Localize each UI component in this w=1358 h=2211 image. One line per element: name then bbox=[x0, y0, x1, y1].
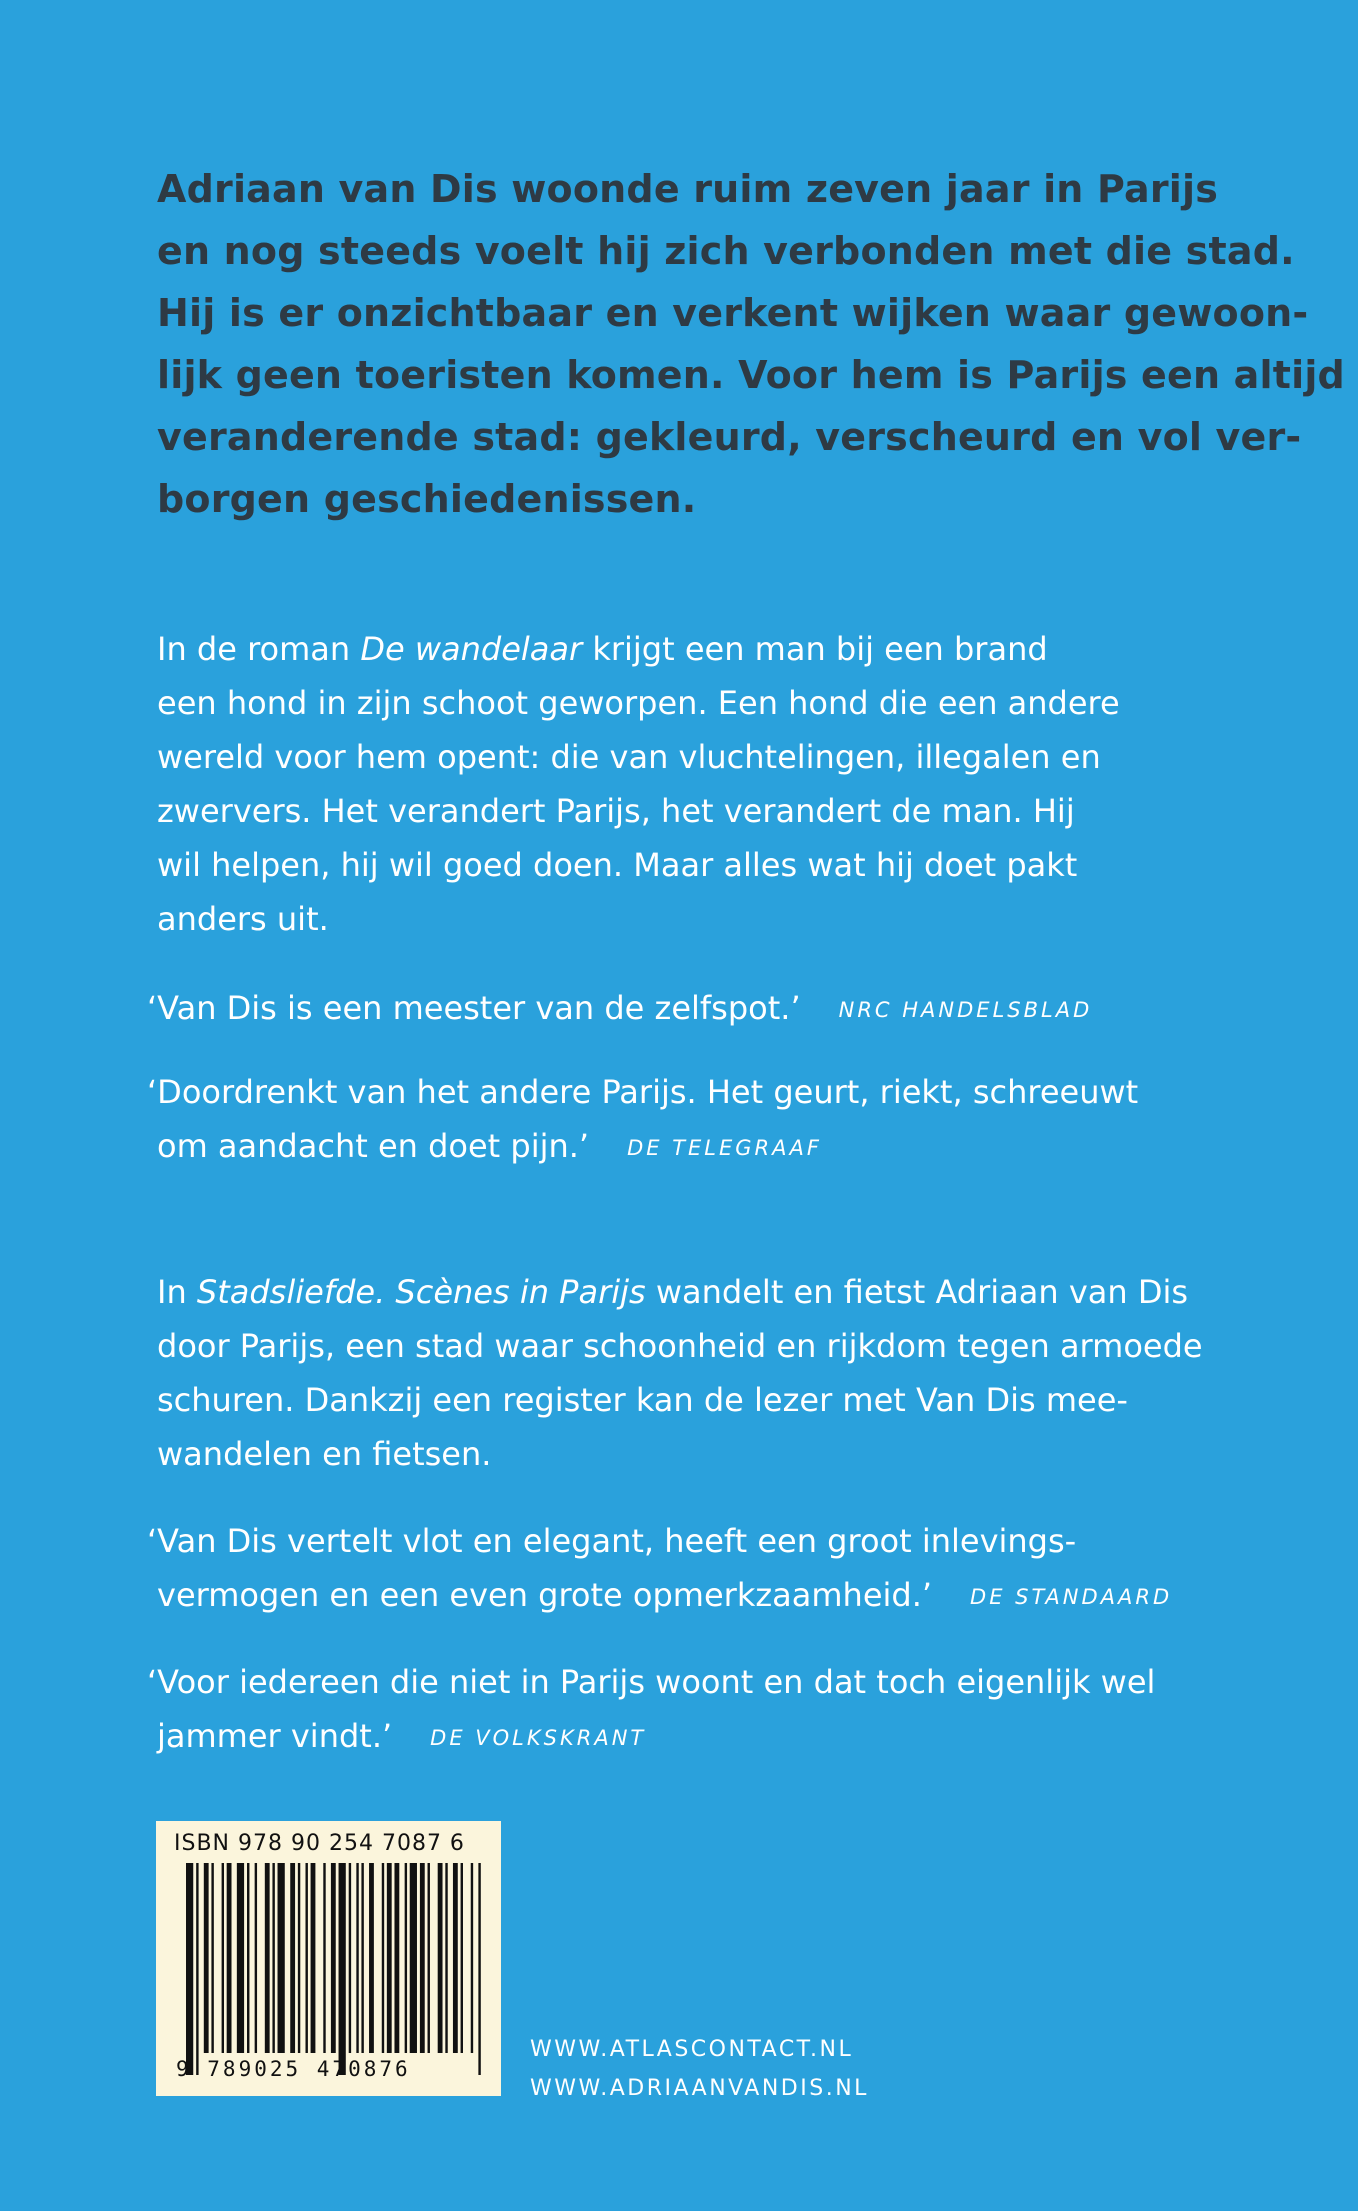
barcode-digits: 9 789025 470876 bbox=[176, 2057, 411, 2081]
barcode-bar bbox=[255, 1863, 257, 2053]
isbn-label: ISBN 978 90 254 7087 6 bbox=[174, 1831, 465, 1856]
barcode-bar bbox=[369, 1863, 374, 2053]
review-quote bbox=[147, 981, 1092, 1037]
quote-text: ‘Van Dis vertelt vlot en elegant, heeft een groot inlevings- bbox=[147, 1522, 1077, 1560]
text-fragment: krijgt een man bij een brand bbox=[582, 630, 1048, 668]
intro-paragraph bbox=[157, 158, 1345, 530]
barcode-bar bbox=[196, 1863, 198, 2075]
website-list bbox=[530, 2030, 869, 2108]
text-fragment: In bbox=[157, 1273, 197, 1311]
paragraph-line: wil helpen, hij wil goed doen. Maar alles wat hij doet pakt bbox=[157, 846, 1078, 884]
paragraph-line: wandelen en fietsen. bbox=[157, 1435, 492, 1473]
barcode-bar bbox=[237, 1863, 244, 2053]
barcode-bar bbox=[387, 1863, 392, 2053]
barcode-bar bbox=[410, 1863, 417, 2053]
barcode-bar bbox=[265, 1863, 270, 2053]
barcode-bar bbox=[438, 1863, 443, 2053]
quote-line bbox=[147, 1568, 1172, 1624]
review-quote bbox=[147, 1065, 1138, 1175]
book-title: De wandelaar bbox=[360, 630, 583, 668]
barcode-bar bbox=[311, 1863, 316, 2053]
intro-line: veranderende stad: gekleurd, verscheurd en vol ver- bbox=[157, 415, 1302, 459]
barcode-bar bbox=[186, 1863, 193, 2075]
text-fragment: In de roman bbox=[157, 630, 361, 668]
quote-text: ‘Doordrenkt van het andere Parijs. Het geurt, riekt, schreeuwt bbox=[147, 1073, 1139, 1111]
quote-text: om aandacht en doet pijn.’ bbox=[157, 1127, 590, 1165]
paragraph-line: zwervers. Het verandert Parijs, het verandert de man. Hij bbox=[157, 792, 1075, 830]
barcode-bar bbox=[420, 1863, 425, 2053]
paragraph-line bbox=[157, 622, 1257, 676]
quote-text: ‘Van Dis is een meester van de zelfspot.’ bbox=[147, 989, 801, 1027]
barcode-bar bbox=[305, 1863, 307, 2053]
intro-line: Adriaan van Dis woonde ruim zeven jaar in Parijs bbox=[157, 167, 1219, 211]
paragraph-line: door Parijs, een stad waar schoonheid en rijkdom tegen armoede bbox=[157, 1327, 1203, 1365]
barcode-bar bbox=[461, 1863, 463, 2053]
intro-line: en nog steeds voelt hij zich verbonden met die stad. bbox=[157, 229, 1295, 273]
review-quote bbox=[147, 1514, 1172, 1624]
paragraph-line: wereld voor hem opent: die van vluchtelingen, illegalen en bbox=[157, 738, 1101, 776]
paragraph-line: een hond in zijn schoot geworpen. Een hond die een andere bbox=[157, 684, 1120, 722]
review-quote bbox=[147, 1655, 1155, 1765]
paragraph-line bbox=[157, 1265, 1257, 1319]
barcode-bar bbox=[339, 1863, 346, 2075]
barcode-bar bbox=[331, 1863, 336, 2053]
barcode-bar bbox=[290, 1863, 295, 2053]
stadsliefde-paragraph bbox=[157, 1265, 1257, 1481]
barcode-bar bbox=[405, 1863, 407, 2053]
barcode-bar bbox=[394, 1863, 399, 2053]
intro-line: Hij is er onzichtbaar en verkent wijken waar gewoon- bbox=[157, 291, 1309, 335]
barcode-bar bbox=[349, 1863, 351, 2053]
website-link[interactable]: WWW.ATLASCONTACT.NL bbox=[530, 2037, 854, 2062]
quote-text: jammer vindt.’ bbox=[157, 1717, 393, 1755]
barcode-bar bbox=[272, 1863, 274, 2053]
text-fragment: wandelt en fietst Adriaan van Dis bbox=[645, 1273, 1189, 1311]
quote-source: DE STANDAARD bbox=[970, 1585, 1173, 1609]
quote-text: vermogen en een even grote opmerkzaamheid.’ bbox=[157, 1576, 933, 1614]
isbn-barcode bbox=[156, 1821, 501, 2096]
barcode-bar bbox=[445, 1863, 447, 2053]
quote-source: NRC HANDELSBLAD bbox=[838, 998, 1093, 1022]
paragraph-line: anders uit. bbox=[157, 900, 329, 938]
wandelaar-paragraph bbox=[157, 622, 1257, 946]
paragraph-line: schuren. Dankzij een register kan de lezer met Van Dis mee- bbox=[157, 1381, 1128, 1419]
barcode-bar bbox=[356, 1863, 358, 2053]
book-title: Stadsliefde. Scènes in Parijs bbox=[196, 1273, 646, 1311]
quote-line bbox=[147, 1119, 1138, 1175]
barcode-bar bbox=[428, 1863, 430, 2053]
barcode-bar bbox=[211, 1863, 213, 2053]
barcode-bar bbox=[453, 1863, 458, 2053]
barcode-bar bbox=[227, 1863, 232, 2053]
barcode-bar bbox=[471, 1863, 473, 2053]
website-link[interactable]: WWW.ADRIAANVANDIS.NL bbox=[530, 2076, 869, 2101]
quote-text: ‘Voor iedereen die niet in Parijs woont en dat toch eigenlijk wel bbox=[147, 1663, 1156, 1701]
barcode-bar bbox=[478, 1863, 480, 2075]
quote-line bbox=[147, 1709, 1155, 1765]
quote-source: DE VOLKSKRANT bbox=[430, 1726, 647, 1750]
barcode-bar bbox=[382, 1863, 384, 2053]
barcode-bar bbox=[204, 1863, 209, 2053]
barcode-bar bbox=[247, 1863, 249, 2053]
quote-source: DE TELEGRAAF bbox=[627, 1136, 822, 1160]
barcode-bar bbox=[323, 1863, 325, 2053]
intro-line: borgen geschiedenissen. bbox=[157, 477, 697, 521]
barcode-bar bbox=[298, 1863, 300, 2053]
barcode-bar bbox=[222, 1863, 224, 2053]
barcode-bar bbox=[361, 1863, 363, 2053]
barcode-bars bbox=[186, 1863, 486, 2075]
intro-line: lijk geen toeristen komen. Voor hem is Parijs een altijd bbox=[157, 353, 1345, 397]
barcode-bar bbox=[278, 1863, 285, 2053]
